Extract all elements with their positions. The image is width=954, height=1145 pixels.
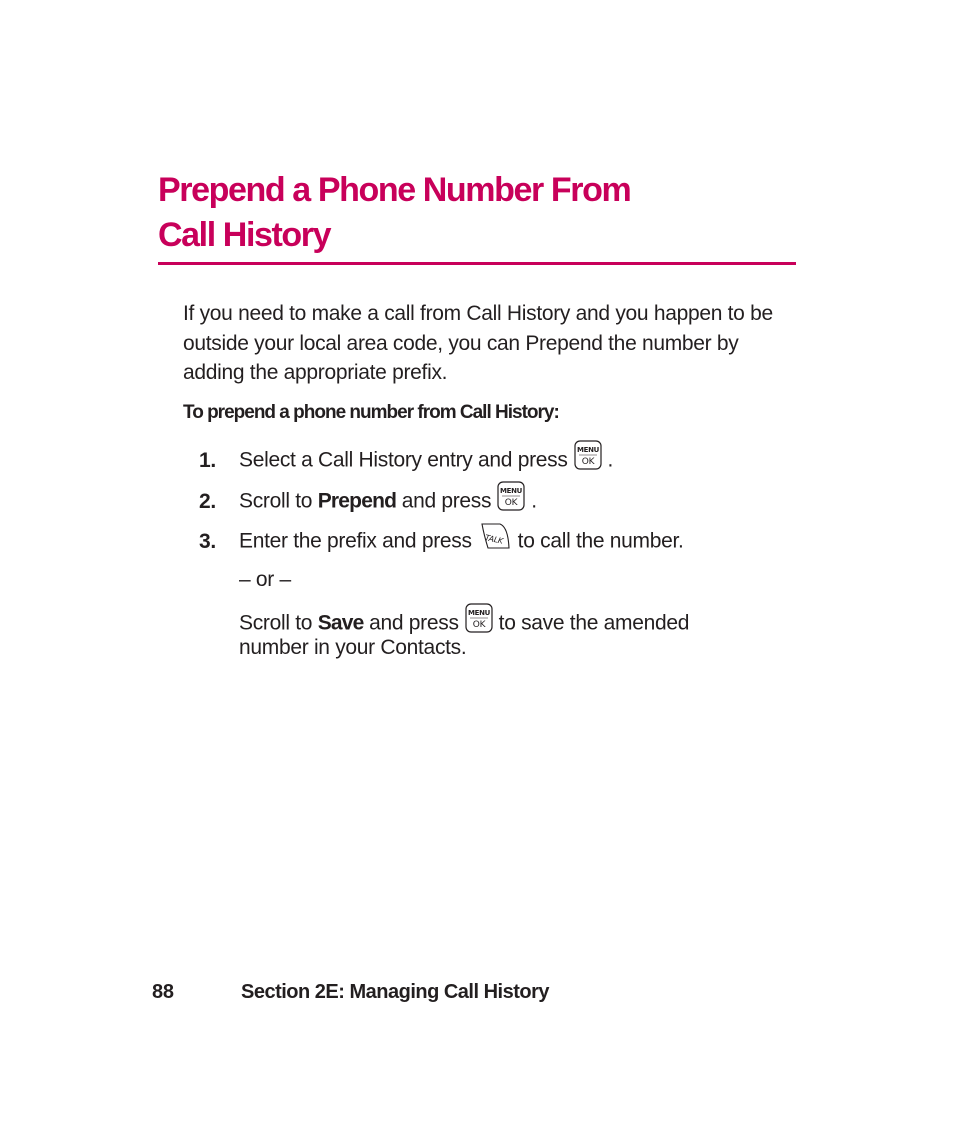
step-text-end: to call the number. bbox=[517, 529, 684, 553]
alt-step-line-2: number in your Contacts. bbox=[239, 636, 467, 659]
page-number: 88 bbox=[152, 981, 174, 1003]
svg-text:OK: OK bbox=[505, 498, 518, 508]
step-number: 3. bbox=[199, 529, 216, 553]
step-text-end: . bbox=[531, 489, 537, 513]
step-text-mid: and press bbox=[401, 489, 492, 513]
step-2 bbox=[199, 483, 537, 521]
menu-ok-key-icon bbox=[574, 440, 602, 478]
alt-step-text: Scroll to bbox=[239, 611, 313, 635]
alt-step-text-end: to save the amended bbox=[498, 611, 690, 635]
step-number: 1. bbox=[199, 448, 216, 472]
section-footer: Section 2E: Managing Call History bbox=[241, 981, 550, 1003]
svg-text:OK: OK bbox=[581, 457, 594, 467]
talk-key-icon bbox=[478, 521, 512, 559]
alt-step-bold-term: Save bbox=[317, 611, 364, 635]
step-text: Select a Call History entry and press bbox=[239, 448, 568, 472]
menu-ok-key-icon bbox=[497, 481, 525, 519]
title-line-1: Prepend a Phone Number From bbox=[158, 171, 631, 209]
svg-text:MENU: MENU bbox=[500, 487, 523, 495]
step-3 bbox=[199, 523, 684, 561]
title-line-2: Call History bbox=[158, 216, 331, 254]
step-text-end: . bbox=[607, 448, 614, 472]
menu-ok-key-icon bbox=[465, 603, 493, 641]
page-title bbox=[158, 168, 630, 258]
svg-text:MENU: MENU bbox=[467, 609, 490, 617]
step-bold-term: Prepend bbox=[317, 489, 397, 513]
step-1 bbox=[199, 442, 613, 480]
step-number: 2. bbox=[199, 489, 216, 513]
step-text: Scroll to bbox=[239, 489, 313, 513]
svg-text:OK: OK bbox=[472, 620, 485, 630]
svg-text:MENU: MENU bbox=[576, 446, 599, 454]
or-separator: – or – bbox=[239, 568, 291, 591]
svg-text:TALK: TALK bbox=[483, 533, 504, 546]
intro-paragraph: If you need to make a call from Call History and you happen to be outside your local area code, you can Prepend the number by adding the appropriate prefix. bbox=[183, 302, 773, 384]
procedure-heading: To prepend a phone number from Call History: bbox=[183, 402, 559, 423]
title-rule bbox=[158, 262, 796, 265]
step-text: Enter the prefix and press bbox=[239, 529, 472, 553]
alt-step-text-mid: and press bbox=[369, 611, 459, 635]
